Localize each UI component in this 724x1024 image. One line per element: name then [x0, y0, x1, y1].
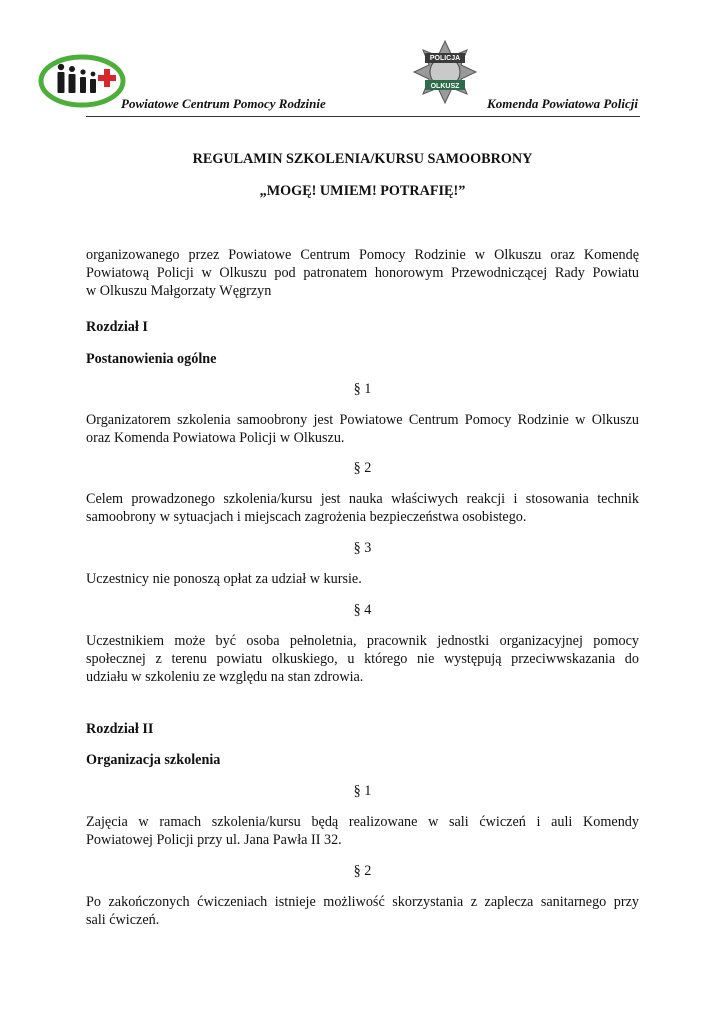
paragraph-line: społecznej z terenu powiatu olkuskiego, u którego nie występują przeciwwskazania do: [86, 651, 639, 667]
paragraph-line: Uczestnicy nie ponoszą opłat za udział w kursie.: [86, 571, 362, 587]
document-subtitle: „MOGĘ! UMIEM! POTRAFIĘ!”: [259, 183, 466, 199]
section-label: § 3: [353, 540, 372, 556]
header-left-org: Powiatowe Centrum Pomocy Rodzinie: [121, 96, 326, 111]
document-title: REGULAMIN SZKOLENIA/KURSU SAMOOBRONY: [192, 151, 533, 167]
paragraph-line: Powiatowej Policji przy ul. Jana Pawła II 32.: [86, 832, 342, 848]
cross-plus-icon: [98, 69, 116, 87]
chapter-1-heading: Postanowienia ogólne: [86, 351, 217, 367]
section-label: § 2: [353, 863, 372, 879]
chapter-1-title: Rozdział I: [86, 319, 148, 335]
paragraph-line: udziału w szkoleniu ze względu na stan zdrowia.: [86, 669, 364, 685]
chapter-2-heading: Organizacja szkolenia: [86, 752, 221, 768]
intro-line: Powiatową Policji w Olkuszu pod patronatem honorowym Przewodniczącej Rady Powiatu: [86, 265, 639, 281]
police-star-badge: [412, 40, 478, 104]
paragraph-line: sali ćwiczeń.: [86, 912, 160, 928]
header-divider: [86, 116, 640, 117]
section-label: § 4: [353, 602, 372, 618]
paragraph-line: samoobrony w sytuacjach i miejscach zagrożenia bezpieczeństwa osobistego.: [86, 509, 527, 525]
paragraph-line: Organizatorem szkolenia samoobrony jest Powiatowe Centrum Pomocy Rodzinie w Olkuszu: [86, 412, 639, 428]
chapter-2-title: Rozdział II: [86, 721, 154, 737]
page-header: [0, 0, 724, 120]
badge-text-bottom: OLKUSZ: [430, 83, 460, 90]
badge-text-top: POLICJA: [429, 55, 461, 62]
header-right-org: Komenda Powiatowa Policji: [487, 96, 638, 111]
paragraph-line: oraz Komenda Powiatowa Policji w Olkuszu.: [86, 430, 345, 446]
paragraph-line: Celem prowadzonego szkolenia/kursu jest nauka właściwych reakcji i stosowania technik: [86, 491, 639, 507]
section-label: § 2: [353, 460, 372, 476]
family-icon: [58, 64, 97, 93]
section-label: § 1: [353, 783, 372, 799]
paragraph-line: Po zakończonych ćwiczeniach istnieje możliwość skorzystania z zaplecza sanitarnego przy: [86, 894, 639, 910]
paragraph-line: Zajęcia w ramach szkolenia/kursu będą realizowane w sali ćwiczeń i auli Komendy: [86, 814, 639, 830]
pcpr-logo: [38, 52, 130, 110]
intro-line: w Olkuszu Małgorzaty Węgrzyn: [86, 283, 272, 299]
section-label: § 1: [353, 381, 372, 397]
intro-line: organizowanego przez Powiatowe Centrum Pomocy Rodzinie w Olkuszu oraz Komendę: [86, 247, 639, 263]
paragraph-line: Uczestnikiem może być osoba pełnoletnia, pracownik jednostki organizacyjnej pomocy: [86, 633, 639, 649]
